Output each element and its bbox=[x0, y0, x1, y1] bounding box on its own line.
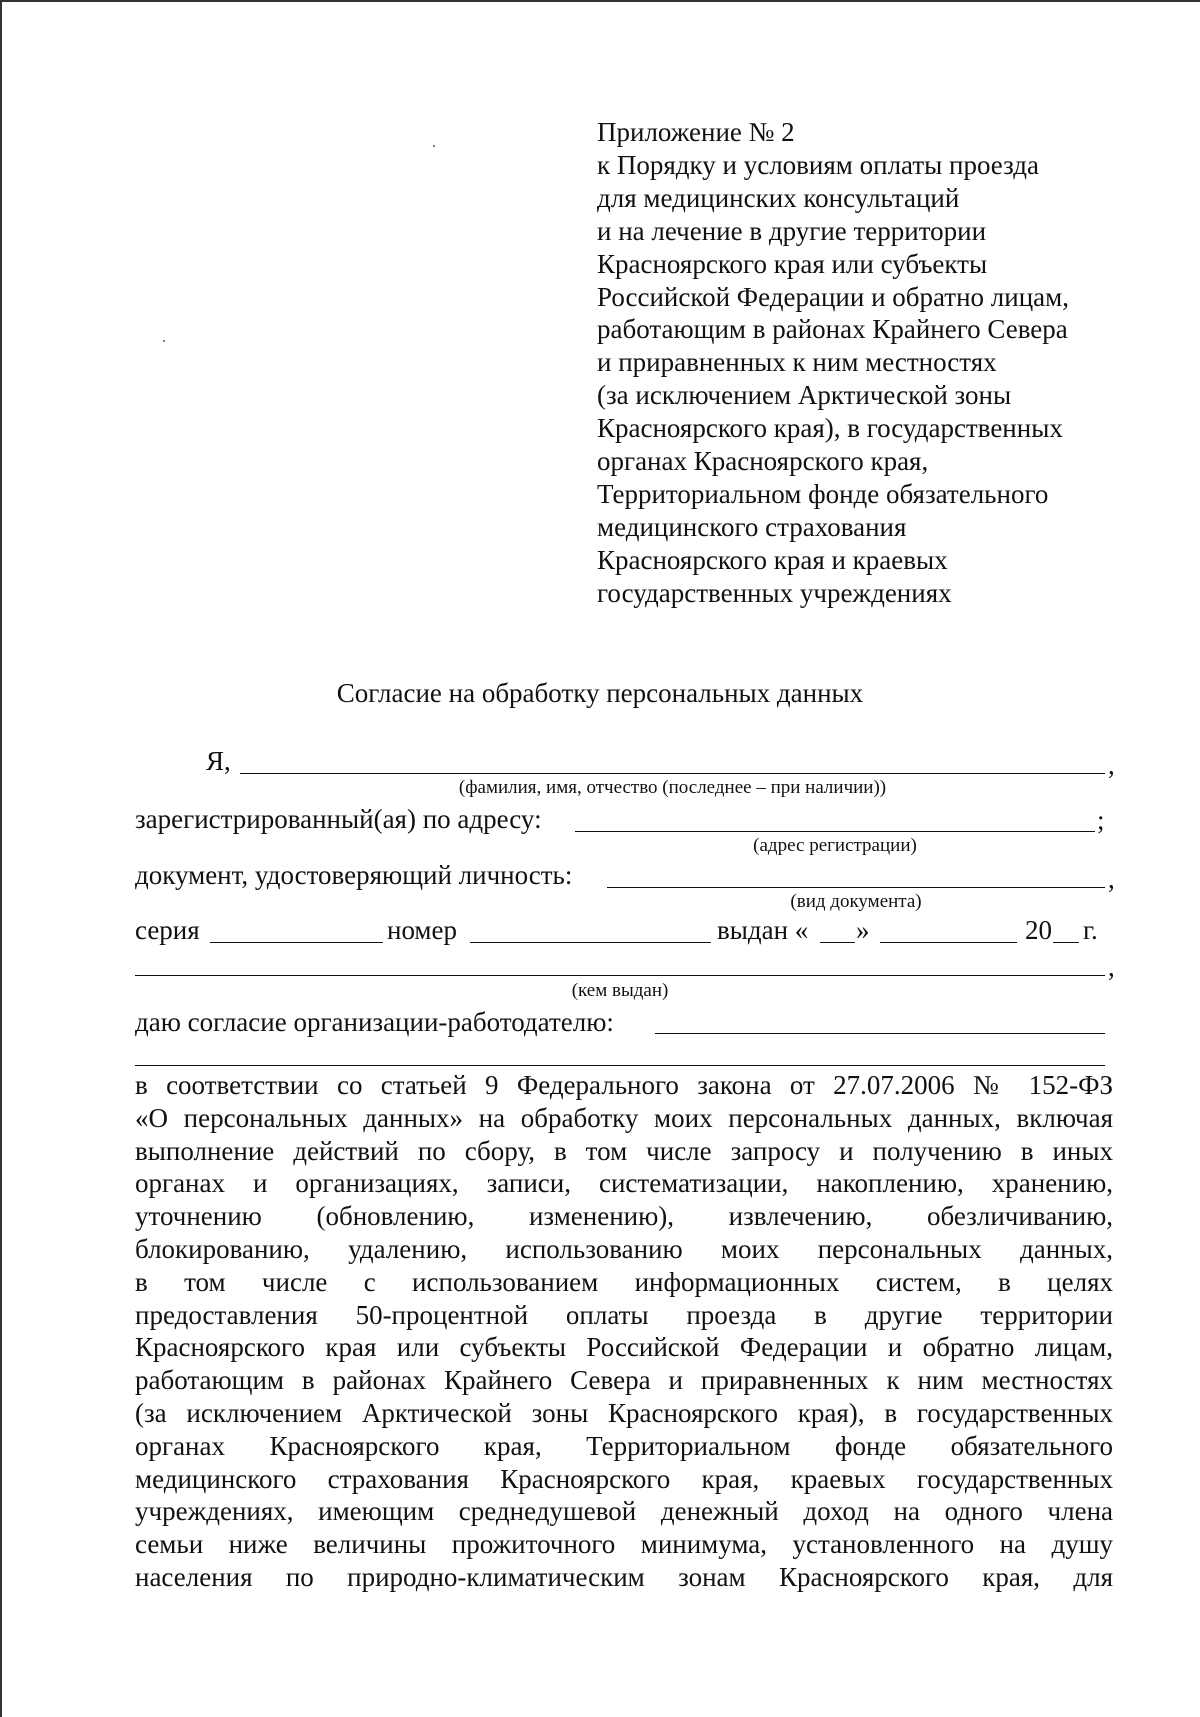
consent-body bbox=[135, 1069, 1113, 1594]
issue-month-field[interactable] bbox=[880, 942, 1017, 943]
i-label: Я, bbox=[206, 746, 231, 776]
body-line: Красноярского края или субъекты Российской Федерации и обратно лицам, bbox=[135, 1332, 1113, 1363]
appendix-line: к Порядку и условиям оплаты проезда bbox=[597, 149, 1040, 180]
body-line: органах и организациях, записи, систематизации, накоплению, хранению, bbox=[135, 1168, 1113, 1199]
body-line: учреждениях, имеющим среднедушевой денежный доход на одного члена bbox=[135, 1496, 1113, 1527]
appendix-line: (за исключением Арктической зоны bbox=[597, 380, 1012, 411]
body-line: блокированию, удалению, использованию моих персональных данных, bbox=[135, 1233, 1113, 1264]
issued-by-caption: (кем выдан) bbox=[571, 980, 669, 1001]
appendix-line: Красноярского края и краевых bbox=[597, 544, 948, 575]
number-field[interactable] bbox=[470, 942, 711, 943]
appendix-line: Российской Федерации и обратно лицам, bbox=[597, 281, 1069, 312]
issued-by-comma: , bbox=[1108, 952, 1115, 982]
body-line: выполнение действий по сбору, в том числе запросу и получению в иных bbox=[135, 1135, 1113, 1166]
scan-speck bbox=[163, 340, 165, 342]
employer-field[interactable] bbox=[655, 1033, 1105, 1034]
appendix-line: Территориальном фонде обязательного bbox=[597, 478, 1049, 509]
issued-quote-close: » bbox=[856, 915, 870, 945]
series-field[interactable] bbox=[210, 942, 383, 943]
appendix-line: для медицинских консультаций bbox=[597, 182, 960, 213]
body-line: в соответствии со статьей 9 Федерального закона от 27.07.2006 № 152-ФЗ bbox=[135, 1070, 1113, 1100]
body-line: в том числе с использованием информационных систем, в целях bbox=[135, 1266, 1113, 1297]
issued-by-field[interactable] bbox=[135, 975, 1105, 976]
appendix-line: органах Красноярского края, bbox=[597, 446, 929, 477]
employer-field-continued[interactable] bbox=[135, 1065, 1105, 1066]
body-line: органах Красноярского края, Территориальном фонде обязательного bbox=[135, 1430, 1113, 1461]
appendix-line: и на лечение в другие территории bbox=[597, 215, 987, 246]
body-line: населения по природно-климатическим зонам Красноярского края, для bbox=[135, 1561, 1113, 1592]
body-line: (за исключением Арктической зоны Красноярского края), в государственных bbox=[135, 1397, 1113, 1428]
body-line: уточнению (обновлению, изменению), извлечению, обезличиванию, bbox=[135, 1201, 1113, 1232]
body-line: семьи ниже величины прожиточного минимума, установленного на душу bbox=[135, 1529, 1113, 1560]
appendix-line: Красноярского края или субъекты bbox=[597, 248, 988, 279]
address-semicolon: ; bbox=[1097, 805, 1105, 835]
address-field[interactable] bbox=[575, 831, 1095, 832]
doc-caption: (вид документа) bbox=[790, 891, 922, 912]
doc-label: документ, удостоверяющий личность: bbox=[135, 860, 573, 890]
year-suffix: г. bbox=[1083, 915, 1098, 945]
series-label: серия bbox=[135, 915, 200, 945]
appendix-line: и приравненных к ним местностях bbox=[597, 347, 997, 378]
scan-speck bbox=[433, 145, 435, 147]
appendix-header bbox=[597, 116, 1117, 610]
appendix-line: государственных учреждениях bbox=[597, 577, 952, 608]
fio-comma: , bbox=[1108, 750, 1115, 780]
consent-label: даю согласие организации-работодателю: bbox=[135, 1007, 614, 1037]
appendix-line: медицинского страхования bbox=[597, 511, 907, 542]
doc-type-field[interactable] bbox=[607, 887, 1105, 888]
fio-field[interactable] bbox=[240, 773, 1105, 774]
body-line: медицинского страхования Красноярского края, краевых государственных bbox=[135, 1463, 1113, 1494]
scan-left-edge bbox=[0, 0, 2, 1717]
body-line: работающим в районах Крайнего Севера и приравненных к ним местностях bbox=[135, 1365, 1113, 1396]
issued-label: выдан « bbox=[717, 915, 809, 945]
address-label: зарегистрированный(ая) по адресу: bbox=[135, 804, 542, 834]
issue-year-field[interactable] bbox=[1053, 942, 1079, 943]
body-line: предоставления 50-процентной оплаты проезда в другие территории bbox=[135, 1299, 1113, 1330]
body-line: «О персональных данных» на обработку моих персональных данных, включая bbox=[135, 1102, 1113, 1133]
address-caption: (адрес регистрации) bbox=[753, 835, 917, 856]
appendix-line: Приложение № 2 bbox=[597, 117, 795, 147]
fio-caption: (фамилия, имя, отчество (последнее – при наличии)) bbox=[458, 777, 887, 798]
doc-comma: , bbox=[1108, 864, 1115, 894]
number-label: номер bbox=[387, 915, 458, 945]
document-title: Согласие на обработку персональных данных bbox=[336, 678, 864, 708]
appendix-line: работающим в районах Крайнего Севера bbox=[597, 314, 1068, 345]
year-prefix: 20 bbox=[1025, 915, 1052, 945]
issue-day-field[interactable] bbox=[820, 942, 855, 943]
scan-top-edge bbox=[0, 0, 1200, 2]
appendix-line: Красноярского края), в государственных bbox=[597, 413, 1063, 444]
